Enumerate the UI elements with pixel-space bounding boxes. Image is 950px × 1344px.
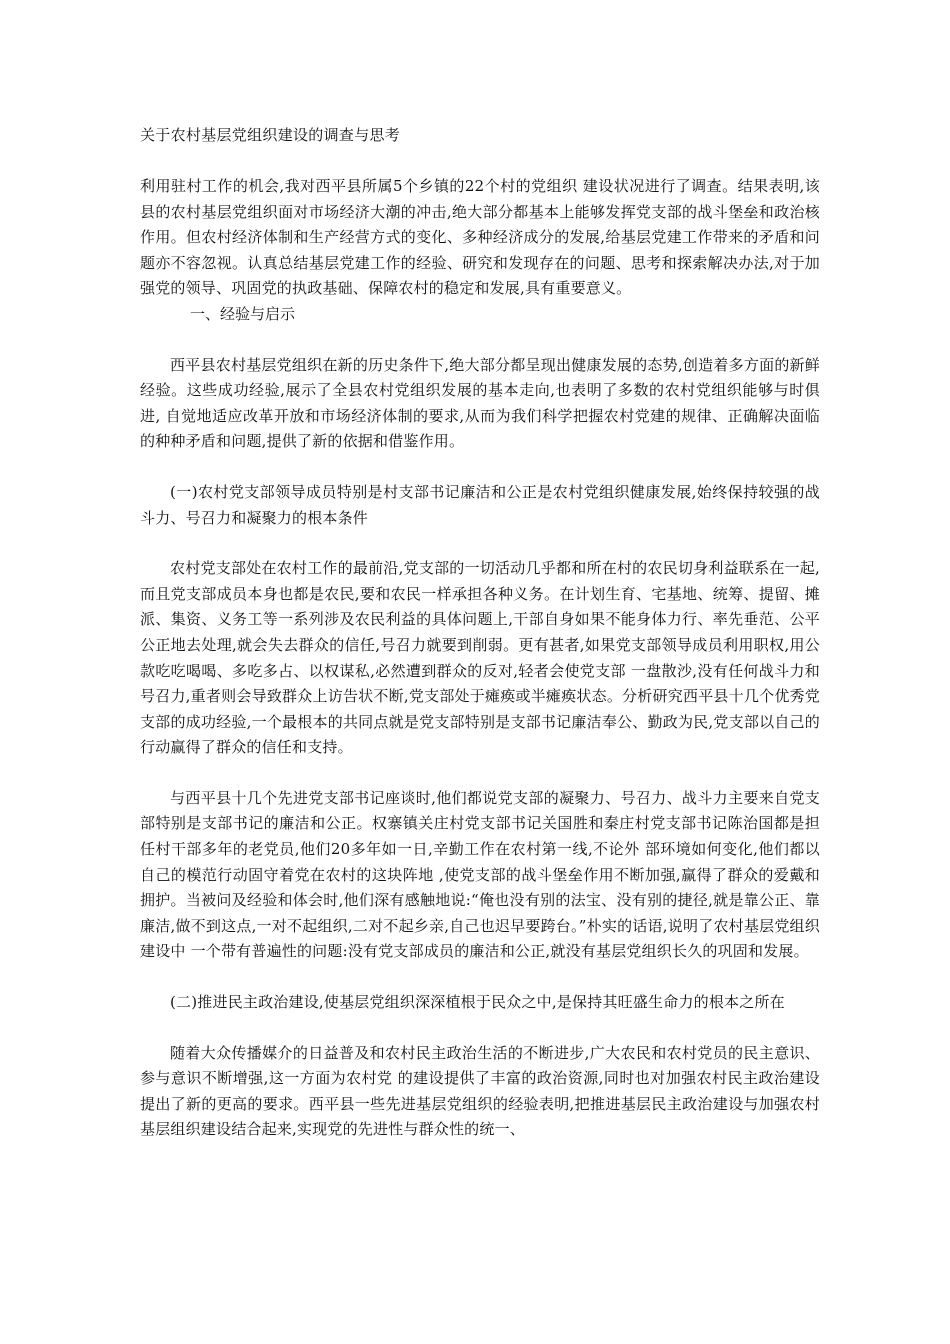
- subsection-heading-one: (一)农村党支部领导成员特别是村支部书记廉洁和公正是农村党组织健康发展,始终保持较强的战斗力、号召力和凝聚力的根本条件: [140, 482, 820, 527]
- document-page: [140, 122, 820, 1143]
- body-paragraph: 农村党支部处在农村工作的最前沿,党支部的一切活动几乎都和所在村的农民切身利益联系在一起,而且党支部成员本身也都是农民,要和农民一样承担各种义务。在计划生育、宅基地、统筹、提留、摊派、集资、义务工等一系列涉及农民利益的具体问题上,干部自身如果不能身体力行、率先垂范、公平公正地去处理,就会失去群众的信任,号召力就要到削弱。更有甚者,如果党支部领导成员利用职权,用公款吃吃喝喝、多吃多占、以权谋私,必然遭到群众的反对,轻者会使党支部 一盘散沙,没有任何战斗力和号召力,重者则会导致群众上访告状不断,党支部处于瘫痪或半瘫痪状态。分析研究西平县十几个优秀党支部的成功经验,一个最根本的共同点就是党支部特别是支部书记廉洁奉公、勤政为民,党支部以自己的行动赢得了群众的信任和支持。: [140, 559, 820, 757]
- section-heading-experience: 一、经验与启示: [190, 304, 296, 323]
- intro-paragraph: 利用驻村工作的机会,我对西平县所属5个乡镇的22个村的党组织 建设状况进行了调查。结果表明,该县的农村基层党组织面对市场经济大潮的冲击,绝大部分都基本上能够发挥党支部的战斗堡垒和政治核作用。但农村经济体制和生产经营方式的变化、多种经济成分的发展,给基层党建工作带来的矛盾和问题亦不容忽视。认真总结基层党建工作的经验、研究和发现存在的问题、思考和探索解决办法,对于加强党的领导、巩固党的执政基础、保障农村的稳定和发展,具有重要意义。: [140, 177, 820, 298]
- body-paragraph: 随着大众传播媒介的日益普及和农村民主政治生活的不断进步,广大农民和农村党员的民主意识、参与意识不断增强,这一方面为农村党 的建设提供了丰富的政治资源,同时也对加强农村民主政治建设提出了新的更高的要求。西平县一些先进基层党组织的经验表明,把推进基层民主政治建设与加强农村基层组织建设结合起来,实现党的先进性与群众性的统一、: [140, 1043, 820, 1139]
- subsection-heading-two: (二)推进民主政治建设,使基层党组织深深植根于民众之中,是保持其旺盛生命力的根本之所在: [170, 993, 785, 1012]
- body-paragraph: 西平县农村基层党组织在新的历史条件下,绝大部分都呈现出健康发展的态势,创造着多方面的新鲜经验。这些成功经验,展示了全县农村党组织发展的基本走向,也表明了多数的农村党组织能够与时俱进, 自觉地适应改革开放和市场经济体制的要求,从而为我们科学把握农村党建的规律、正确解决面临的种种矛盾和问题,提供了新的依据和借鉴作用。: [140, 355, 820, 451]
- document-title: 关于农村基层党组织建设的调查与思考: [140, 126, 401, 144]
- body-paragraph: 与西平县十几个先进党支部书记座谈时,他们都说党支部的凝聚力、号召力、战斗力主要来自党支部特别是支部书记的廉洁和公正。权寨镇关庄村党支部书记关国胜和秦庄村党支部书记陈治国都是担任村干部多年的老党员,他们20多年如一日,辛勤工作在农村第一线,不论外 部环境如何变化,他们都以自己的模范行动固守着党在农村的这块阵地 ,使党支部的战斗堡垒作用不断加强,赢得了群众的爱戴和拥护。当被问及经验和体会时,他们深有感触地说:“俺也没有别的法宝、没有别的捷径,就是靠公正、靠廉洁,做不到这点,一对不起组织,二对不起乡亲,自己也迟早要跨台。”朴实的话语,说明了农村基层党组织建设中 一个带有普遍性的问题:没有党支部成员的廉洁和公正,就没有基层党组织长久的巩固和发展。: [140, 788, 820, 961]
